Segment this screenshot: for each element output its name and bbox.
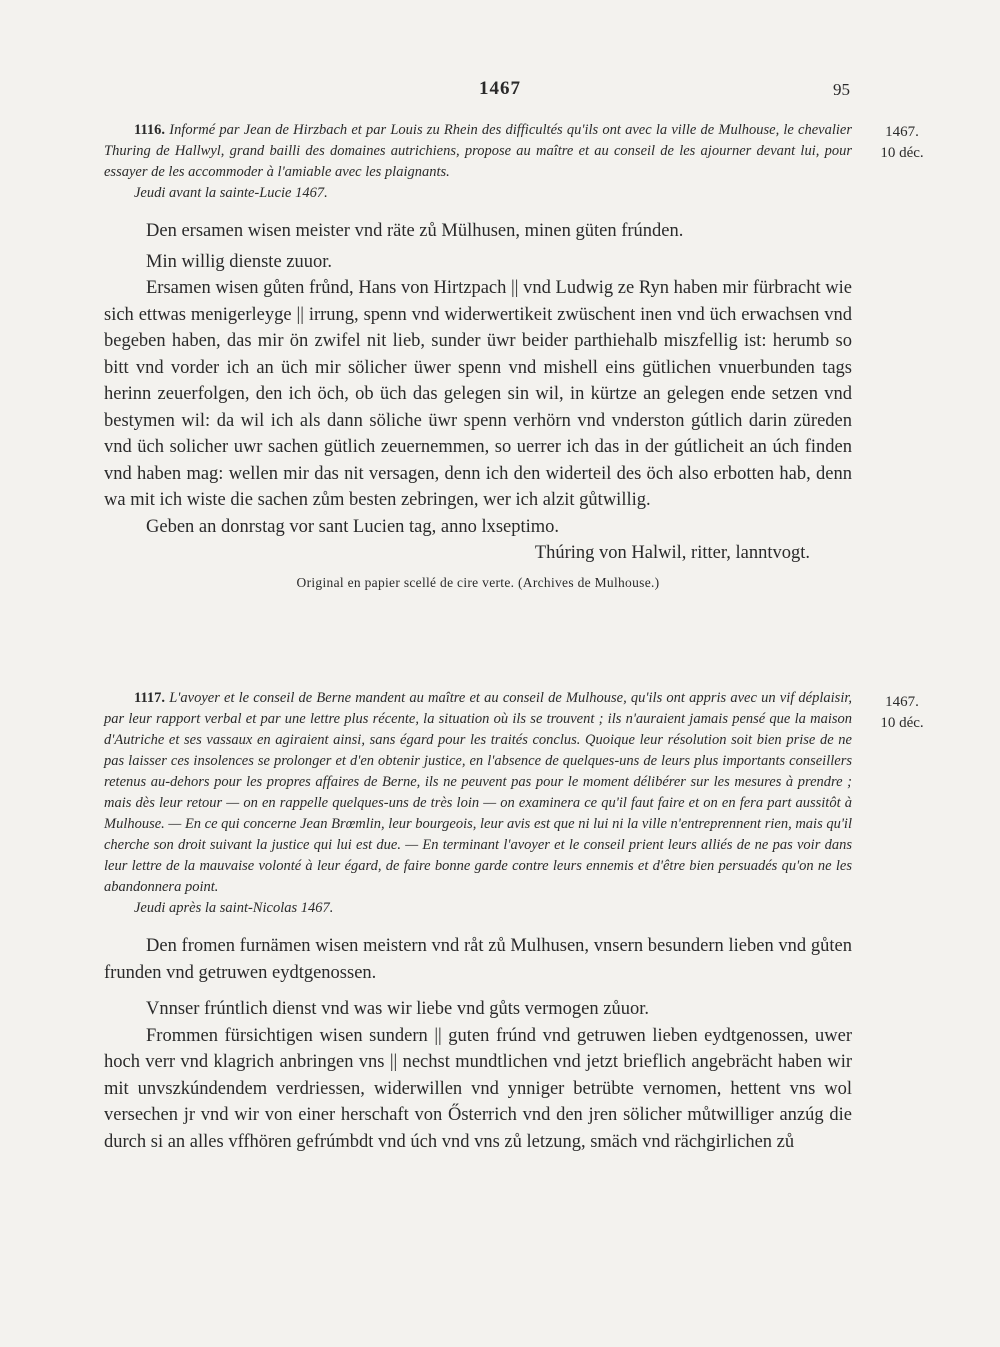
margin-day: 10 déc. — [880, 715, 924, 731]
letter-closing: Geben an donrstag vor sant Lucien tag, anno lxseptimo. — [146, 516, 560, 537]
margin-date-1116 — [872, 122, 932, 164]
entry-number: 1116. — [134, 122, 166, 138]
letter-address: Den fromen furnämen wisen meistern vnd råt zů Mulhusen, vnsern besundern lieben vnd gůten frunden vnd getruwen eydtgenossen. — [104, 936, 852, 983]
margin-year: 1467. — [885, 694, 919, 710]
summary-text: L'avoyer et le conseil de Berne mandent au maître et au conseil de Mulhouse, qu'ils ont appris avec un vif déplaisir, par leur rapport verbal et par une lettre plus récente, la situation où ils se trouvent ; ils n'auraient jamais pensé que la maison d'Autriche et ses vassaux en agiraient ainsi, sans égard pour les traités conclus. Quoique leur résolution soit bien prise de ne pas laisser ces insolences se prolonger et d'en obtenir justice, en l'absence de quelques-uns de leurs plus importants conseillers retenus au-dehors pour les propres affaires de Berne, ils ne peuvent pas pour le moment délibérer sur les mesures à prendre ; mais dès leur retour — on en rappelle quelques-uns de très loin — on examinera ce qu'il faut faire et on en fera part aussitôt à Mulhouse. — En ce qui concerne Jean Brœmlin, leur bourgeois, leur avis est que ni lui ni la ville n'entreprennent rien, mais qu'il cherche son droit suivant la justice qui lui est due. — En terminant l'avoyer et le conseil prient leurs alliés de ne pas voir dans leur lettre de la mauvaise volonté à leur égard, de faire bonne garde contre leurs ennemis et d'être bien persuadés qu'on ne les abandonnera point. — [104, 690, 853, 895]
entry-summary — [104, 688, 852, 898]
letter-body: Frommen fürsichtigen wisen sundern || guten frúnd vnd getruwen lieben eydtgenossen, uwer hoch verr vnd klagrich anbringen vns || nechst mundtlichen vnd jetzt brieflich angebrächt haben wir mit unvszkúndendem verdriessen, widerwillen vnd ynniger betrübte vernomen, hettent vns wol versechen jr vnd wir von einer herschaft von Ősterrich vnd den jren sölicher můtwilliger anzúg die durch si an alles vffhören gefrúmbdt vnd úch vnd vns zů letzung, smäch vnd rächgirlichen zů — [104, 1025, 852, 1152]
margin-year: 1467. — [885, 124, 919, 140]
entry-1117 — [104, 688, 852, 1155]
entry-1116 — [104, 120, 852, 591]
running-head-year: 1467 — [479, 78, 521, 99]
summary-date: Jeudi après la saint-Nicolas 1467. — [134, 900, 334, 916]
margin-date-1117 — [872, 692, 932, 734]
letter-greeting: Vnnser frúntlich dienst vnd was wir liebe vnd gůts vermogen zůuor. — [146, 999, 649, 1019]
summary-date: Jeudi avant la sainte-Lucie 1467. — [134, 185, 328, 201]
letter-greeting: Min willig dienste zuuor. — [146, 251, 333, 272]
entry-summary — [104, 120, 852, 183]
summary-text: Informé par Jean de Hirzbach et par Louis zu Rhein des difficultés qu'ils ont avec la ville de Mulhouse, le chevalier Thuring de Hallwyl, grand bailli des domaines autrichiens, propose au maître et au conseil de les ajourner devant lui, pour essayer de les accommoder à l'amiable avec les plaignants. — [104, 122, 853, 180]
letter-address: Den ersamen wisen meister vnd räte zů Mülhusen, minen güten frúnden. — [146, 221, 684, 241]
letter-body: Ersamen wisen gůten frůnd, Hans von Hirtzpach || vnd Ludwig ze Ryn haben mir fürbracht wie sich ettwas menigerleyge || irrung, spenn vnd widerwertikeit zwüschent inen vnd üch erwachsen vnd begeben haben, das mir ön zwifel nit lieb, sunder üwr beider parthiehalb miszfellig ist: herumb so bitt vnd vorder ich an üch mir sölicher üwer spenn vnd mishell eins gütlichen vnuerbunden tags herinn zeuerfolgen, den ich öch, ob üch das gelegen sin wil, in kürtze an gelegen ende setzen vnd bestymen wil: da wil ich als dann söliche üwr spenn verhörn vnd vnderston gútlich darin züreden vnd üch solicher uwr sachen gütlich zeuernemmen, so uerrer ich das in der gútlicheit an úch finden vnd haben mag: wellen mir das nit versagen, denn ich den widerteil des öch also erbotten hab, denn wa mit ich wiste die sachen zům besten zebringen, wer ich alzit gůtwillig. — [104, 278, 852, 510]
margin-day: 10 déc. — [880, 145, 924, 161]
page-number: 95 — [833, 80, 850, 99]
letter-signature: Thúring von Halwil, ritter, lanntvogt. — [534, 543, 810, 563]
source-note: Original en papier scellé de cire verte. (Archives de Mulhouse.) — [296, 574, 660, 590]
entry-number: 1117. — [134, 690, 166, 706]
